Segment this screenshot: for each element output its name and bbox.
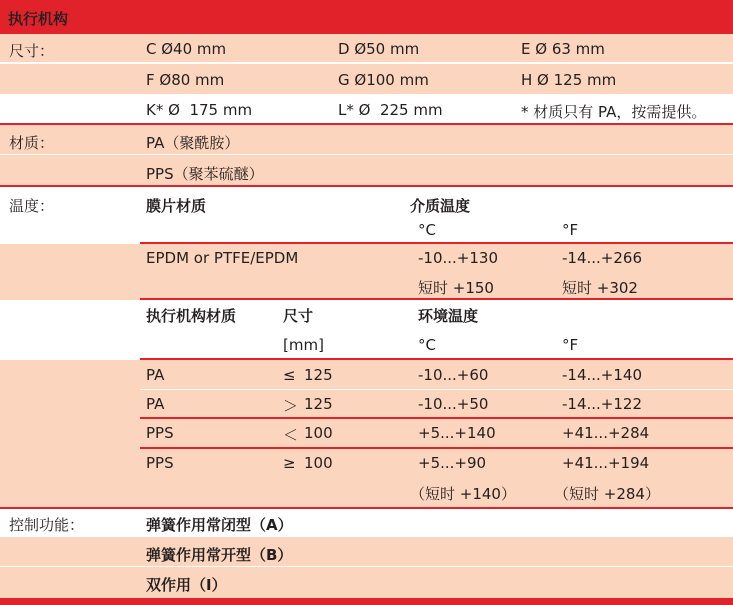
footer-bar [0, 598, 733, 605]
size-cell: K* Ø 175 mm [146, 101, 253, 119]
size-cell: L* Ø 225 mm [338, 101, 443, 119]
size-cell: H Ø 125 mm [521, 71, 617, 89]
section-rule [0, 507, 733, 509]
membrane-short-c: 短时 +150 [418, 279, 494, 297]
temperature-label: 温度： [9, 197, 55, 215]
control-row-3-band [0, 567, 733, 598]
actuator-material-header: 执行机构材质 [146, 307, 237, 325]
row-size: 125 [304, 366, 333, 384]
row-short-f: （短时 +284） [554, 485, 660, 503]
membrane-temp-c: -10...+130 [418, 249, 499, 267]
table-rule [140, 358, 733, 360]
row-short-c: （短时 +140） [410, 485, 516, 503]
row-material: PA [146, 395, 165, 413]
table-rule [140, 298, 733, 300]
row-temp-f: +41...+284 [562, 424, 650, 442]
size-cell: D Ø50 mm [338, 40, 420, 58]
size-cell: G Ø100 mm [338, 71, 429, 89]
row-size: 100 [304, 454, 333, 472]
row-temp-c: -10...+60 [418, 366, 489, 384]
size-cell: F Ø80 mm [146, 71, 225, 89]
row-temp-f: +41...+194 [562, 454, 650, 472]
row-operator: ≤ [283, 366, 296, 384]
membrane-material: EPDM or PTFE/EPDM [146, 249, 299, 267]
ambient-temp-header: 环境温度 [418, 307, 479, 325]
unit-celsius: °C [418, 221, 436, 239]
control-item: 弹簧作用常闭型（A） [146, 516, 293, 534]
row-material: PA [146, 366, 165, 384]
table-rule [140, 447, 733, 449]
control-label: 控制功能： [9, 516, 85, 534]
size-label: 尺寸： [9, 42, 55, 60]
membrane-short-f: 短时 +302 [562, 279, 638, 297]
size-cell: C Ø40 mm [146, 40, 227, 58]
table-rule [140, 417, 733, 419]
row-divider [0, 566, 733, 567]
row-operator: ≥ [283, 454, 296, 472]
header-bar [0, 0, 733, 33]
row-material: PPS [146, 424, 174, 442]
page-title: 执行机构 [8, 10, 69, 28]
actuator-header-band [0, 300, 733, 360]
membrane-temp-f: -14...+266 [562, 249, 643, 267]
row-temp-c: -10...+50 [418, 395, 489, 413]
unit-fahrenheit: °F [562, 336, 579, 354]
temp-header-band [0, 186, 733, 244]
section-rule [0, 185, 733, 187]
control-item: 双作用（I） [146, 576, 227, 594]
table-rule [140, 242, 733, 244]
unit-celsius: °C [418, 336, 436, 354]
material-item: PA（聚酰胺） [146, 134, 240, 152]
row-size: 125 [304, 395, 333, 413]
control-row-2-band [0, 537, 733, 567]
membrane-header: 膜片材质 [146, 197, 207, 215]
size-footnote: * 材质只有 PA，按需提供。 [521, 103, 707, 121]
material-row-1-band [0, 124, 733, 154]
size-header: 尺寸 [283, 307, 314, 325]
material-item: PPS（聚苯硫醚） [146, 165, 264, 183]
row-divider [0, 62, 733, 64]
section-rule [0, 123, 733, 125]
row-temp-f: -14...+140 [562, 366, 643, 384]
control-item: 弹簧作用常开型（B） [146, 546, 293, 564]
row-divider [140, 389, 733, 390]
control-row-1-band [0, 508, 733, 537]
material-row-2-band [0, 155, 733, 186]
row-temp-c: +5...+140 [418, 424, 496, 442]
row-material: PPS [146, 454, 174, 472]
row-temp-c: +5...+90 [418, 454, 487, 472]
size-unit: [mm] [283, 336, 324, 354]
row-operator: ＞ [283, 397, 299, 415]
row-divider [0, 154, 733, 155]
material-label: 材质： [9, 134, 55, 152]
size-cell: E Ø 63 mm [521, 40, 605, 58]
row-size: 100 [304, 424, 333, 442]
row-operator: ＜ [283, 426, 299, 444]
medium-temp-header: 介质温度 [410, 197, 471, 215]
section-rule [0, 32, 733, 34]
unit-fahrenheit: °F [562, 221, 579, 239]
row-temp-f: -14...+122 [562, 395, 643, 413]
